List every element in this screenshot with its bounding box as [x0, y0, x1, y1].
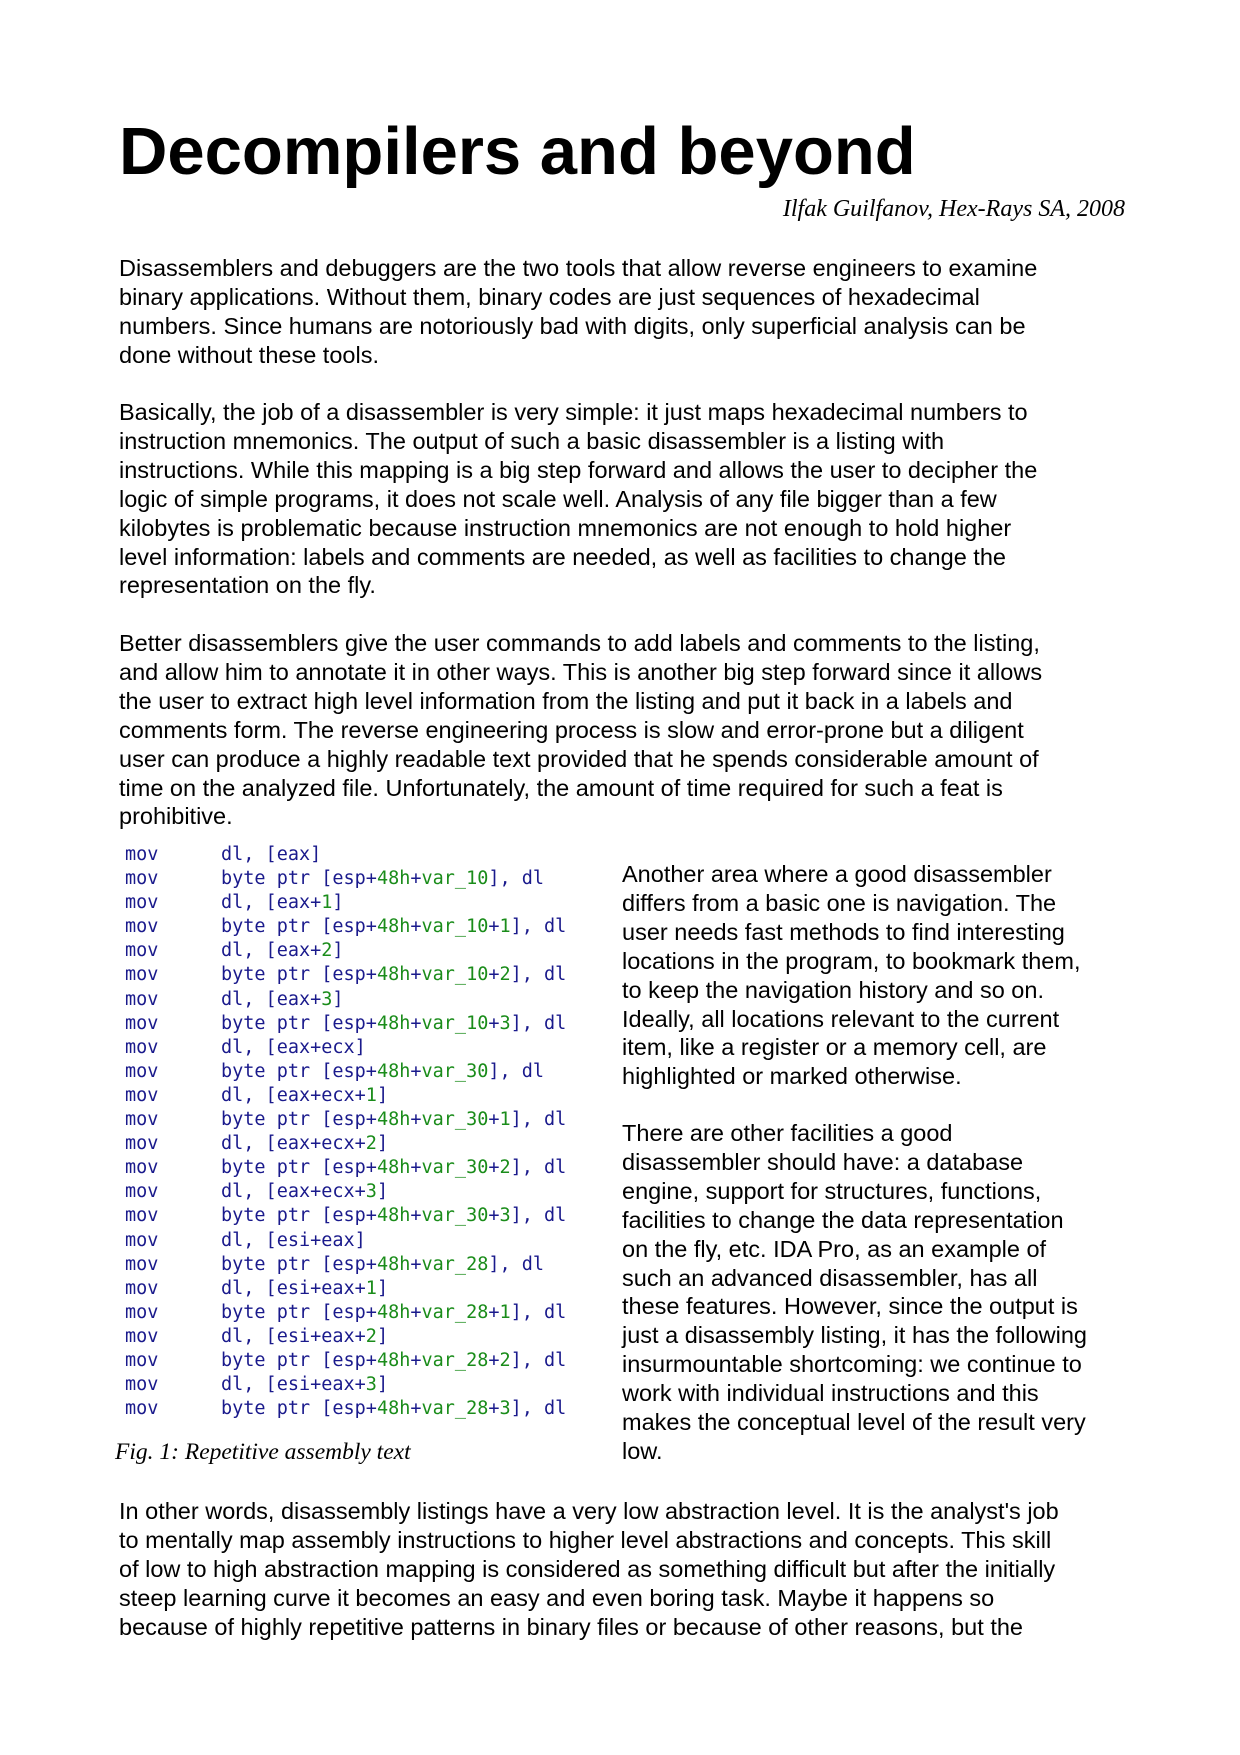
code-mnemonic: mov	[125, 1133, 159, 1155]
code-mnemonic: mov	[125, 844, 159, 865]
code-line	[125, 988, 605, 1012]
code-mnemonic: mov	[125, 1181, 159, 1203]
code-line	[125, 1036, 605, 1060]
paragraph-facilities: There are other facilities a good disassembler should have: a database engine, support for structures, functions, facilities to change the data representation on the fly, etc. IDA Pro, as an example of such an advanced disassembler, has all these features. However, since the output is just a disassembly listing, it has the following insurmountable shortcoming: we continue to work with individual instructions and this makes the conceptual level of the result very low.	[622, 1120, 1087, 1464]
code-mnemonic: mov	[125, 1084, 159, 1106]
code-line	[125, 1108, 605, 1132]
page-title: Decompilers and beyond	[119, 114, 916, 189]
code-line	[125, 891, 605, 915]
code-mnemonic: mov	[125, 1157, 159, 1179]
code-mnemonic: mov	[125, 892, 159, 914]
code-operands: byte ptr [esp+48h+var_30+3], dl	[221, 1205, 567, 1227]
paragraph-navigation: Another area where a good disassembler differs from a basic one is navigation. The user needs fast methods to find interesting locations in the program, to bookmark them, to keep the navigation history and so on. Ideally, all locations relevant to the current item, like a register or a memory cell, are highlighted or marked otherwise.	[622, 861, 1081, 1090]
code-line	[125, 1132, 605, 1156]
code-operands: dl, [esi+eax+2]	[221, 1325, 389, 1347]
code-operands: dl, [eax]	[221, 844, 322, 865]
assembly-listing-figure	[125, 843, 605, 1421]
code-operands: byte ptr [esp+48h+var_30+1], dl	[221, 1109, 567, 1131]
code-line	[125, 939, 605, 963]
code-operands: byte ptr [esp+48h+var_28], dl	[221, 1253, 545, 1275]
code-line	[125, 1012, 605, 1036]
code-mnemonic: mov	[125, 1012, 159, 1034]
code-operands: dl, [eax+ecx+1]	[221, 1084, 389, 1106]
code-operands: byte ptr [esp+48h+var_10+1], dl	[221, 916, 567, 938]
paragraph-abstraction: In other words, disassembly listings have a very low abstraction level. It is the analyst's job to mentally map assembly instructions to higher level abstractions and concepts. This skill of low to high abstraction mapping is considered as something difficult but after the initially steep learning curve it becomes an easy and even boring task. Maybe it happens so because of highly repetitive patterns in binary files or because of other reasons, but the	[119, 1498, 1059, 1640]
code-line	[125, 1060, 605, 1084]
code-operands: byte ptr [esp+48h+var_30+2], dl	[221, 1157, 567, 1179]
code-line	[125, 867, 605, 891]
code-line	[125, 1325, 605, 1349]
code-line	[125, 843, 605, 867]
code-mnemonic: mov	[125, 1398, 159, 1420]
code-line	[125, 1156, 605, 1180]
code-operands: byte ptr [esp+48h+var_10+2], dl	[221, 964, 567, 986]
code-operands: byte ptr [esp+48h+var_30], dl	[221, 1060, 545, 1082]
code-line	[125, 1397, 605, 1421]
figure-caption: Fig. 1: Repetitive assembly text	[115, 1439, 411, 1465]
code-mnemonic: mov	[125, 1036, 159, 1058]
code-line	[125, 1373, 605, 1397]
code-mnemonic: mov	[125, 1060, 159, 1082]
code-mnemonic: mov	[125, 1277, 159, 1299]
code-mnemonic: mov	[125, 868, 159, 890]
code-operands: dl, [eax+3]	[221, 988, 344, 1010]
code-line	[125, 1301, 605, 1325]
code-operands: byte ptr [esp+48h+var_28+1], dl	[221, 1301, 567, 1323]
code-mnemonic: mov	[125, 1349, 159, 1371]
code-line	[125, 1229, 605, 1253]
code-mnemonic: mov	[125, 1325, 159, 1347]
code-operands: byte ptr [esp+48h+var_28+2], dl	[221, 1349, 567, 1371]
code-operands: dl, [eax+ecx+2]	[221, 1133, 389, 1155]
code-mnemonic: mov	[125, 940, 159, 962]
author-byline: Ilfak Guilfanov, Hex-Rays SA, 2008	[782, 196, 1125, 222]
code-operands: dl, [esi+eax]	[221, 1229, 366, 1251]
code-mnemonic: mov	[125, 1229, 159, 1251]
code-operands: byte ptr [esp+48h+var_10+3], dl	[221, 1012, 567, 1034]
code-line	[125, 1180, 605, 1204]
code-line	[125, 1084, 605, 1108]
code-mnemonic: mov	[125, 1301, 159, 1323]
code-line	[125, 1349, 605, 1373]
paragraph-basic-disassembler: Basically, the job of a disassembler is very simple: it just maps hexadecimal numbers to instruction mnemonics. The output of such a basic disassembler is a listing with instructions. While this mapping is a big step forward and allows the user to decipher the logic of simple programs, it does not scale well. Analysis of any file bigger than a few kilobytes is problematic because instruction mnemonics are not enough to hold higher level information: labels and comments are needed, as well as facilities to change the representation on the fly.	[119, 399, 1038, 599]
code-mnemonic: mov	[125, 1253, 159, 1275]
code-line	[125, 1253, 605, 1277]
code-mnemonic: mov	[125, 916, 159, 938]
code-operands: dl, [eax+ecx+3]	[221, 1181, 389, 1203]
code-mnemonic: mov	[125, 988, 159, 1010]
code-mnemonic: mov	[125, 1374, 159, 1396]
code-operands: dl, [eax+2]	[221, 940, 344, 962]
code-line	[125, 1204, 605, 1228]
code-line	[125, 963, 605, 987]
code-operands: byte ptr [esp+48h+var_28+3], dl	[221, 1398, 567, 1420]
code-operands: dl, [eax+1]	[221, 892, 344, 914]
code-mnemonic: mov	[125, 1205, 159, 1227]
code-operands: dl, [esi+eax+1]	[221, 1277, 389, 1299]
code-mnemonic: mov	[125, 964, 159, 986]
code-line	[125, 1277, 605, 1301]
code-operands: byte ptr [esp+48h+var_10], dl	[221, 868, 545, 890]
code-line	[125, 915, 605, 939]
code-mnemonic: mov	[125, 1109, 159, 1131]
paragraph-better-disassemblers: Better disassemblers give the user commands to add labels and comments to the listing, and allow him to annotate it in other ways. This is another big step forward since it allows the user to extract high level information from the listing and put it back in a labels and comments form. The reverse engineering process is slow and error-prone but a diligent user can produce a highly readable text provided that he spends considerable amount of time on the analyzed file. Unfortunately, the amount of time required for such a feat is prohibitive.	[119, 630, 1043, 830]
paragraph-intro: Disassemblers and debuggers are the two tools that allow reverse engineers to examine binary applications. Without them, binary codes are just sequences of hexadecimal numbers. Since humans are notoriously bad with digits, only superficial analysis can be done without these tools.	[119, 255, 1038, 368]
code-operands: dl, [eax+ecx]	[221, 1036, 366, 1058]
code-operands: dl, [esi+eax+3]	[221, 1374, 389, 1396]
